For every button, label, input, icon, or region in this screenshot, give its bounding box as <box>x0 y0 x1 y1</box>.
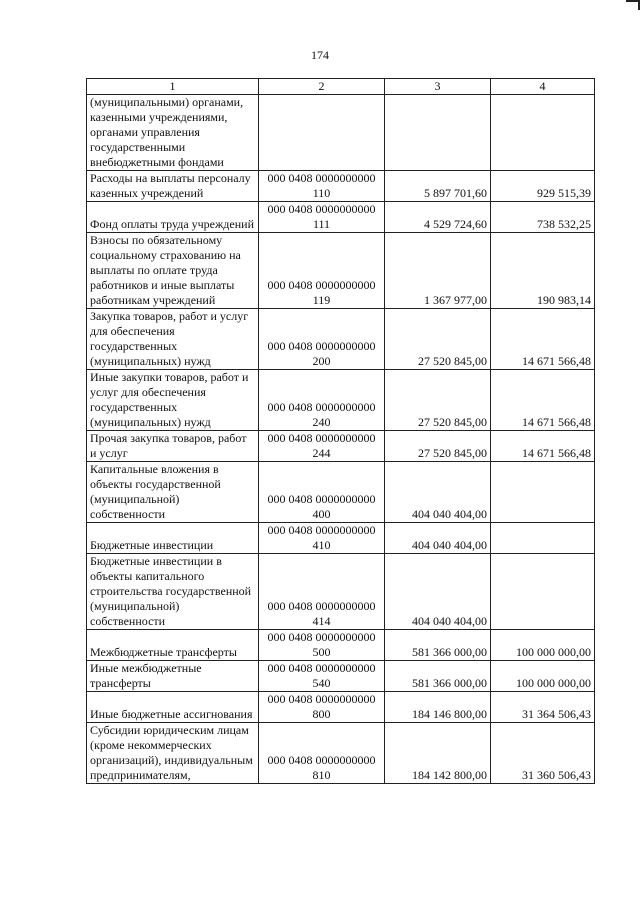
row-code-cell <box>259 692 385 723</box>
row-amount-col3: 27 520 845,00 <box>385 431 491 462</box>
page-number: 174 <box>311 48 329 62</box>
row-amount-col4: 14 671 566,48 <box>491 309 595 370</box>
row-code-cell <box>259 462 385 523</box>
row-name-cell: Иные межбюджетные трансферты <box>87 661 259 692</box>
row-name-cell: Бюджетные инвестиции <box>87 523 259 554</box>
budget-table <box>86 78 595 784</box>
table-row <box>87 661 595 692</box>
row-amount-col4 <box>491 462 595 523</box>
row-amount-col4: 14 671 566,48 <box>491 370 595 431</box>
row-name-cell: Прочая закупка товаров, работ и услуг <box>87 431 259 462</box>
row-code-cell <box>259 661 385 692</box>
row-code-cell <box>259 523 385 554</box>
column-header: 2 <box>259 79 385 95</box>
code-line-1: 000 0408 0000000000 <box>267 339 376 353</box>
row-amount-col3: 581 366 000,00 <box>385 661 491 692</box>
table-row <box>87 370 595 431</box>
column-header: 4 <box>491 79 595 95</box>
row-amount-col3: 404 040 404,00 <box>385 554 491 630</box>
row-amount-col4: 190 983,14 <box>491 233 595 309</box>
code-line-1: 000 0408 0000000000 <box>267 492 376 506</box>
row-amount-col3: 1 367 977,00 <box>385 233 491 309</box>
row-amount-col4: 31 360 506,43 <box>491 723 595 784</box>
table-row <box>87 233 595 309</box>
code-line-2: 414 <box>312 614 331 628</box>
code-line-2: 800 <box>312 707 331 721</box>
row-code-cell <box>259 171 385 202</box>
table-row <box>87 431 595 462</box>
row-amount-col3: 184 146 800,00 <box>385 692 491 723</box>
row-code-cell <box>259 723 385 784</box>
table-row <box>87 523 595 554</box>
row-amount-col3 <box>385 95 491 171</box>
code-line-2: 240 <box>312 415 331 429</box>
code-line-2: 540 <box>312 676 331 690</box>
table-header-row <box>87 79 595 95</box>
row-code-cell <box>259 202 385 233</box>
table-row <box>87 462 595 523</box>
row-name-cell: Субсидии юридическим лицам (кроме некоммерческих организаций), индивидуальным предпринимателям, <box>87 723 259 784</box>
row-name-cell: Закупка товаров, работ и услуг для обеспечения государственных (муниципальных) нужд <box>87 309 259 370</box>
row-amount-col4: 31 364 506,43 <box>491 692 595 723</box>
row-amount-col3: 4 529 724,60 <box>385 202 491 233</box>
row-amount-col3: 27 520 845,00 <box>385 370 491 431</box>
table-row <box>87 554 595 630</box>
code-line-1: 000 0408 0000000000 <box>267 431 376 445</box>
table-row <box>87 95 595 171</box>
row-amount-col3: 184 142 800,00 <box>385 723 491 784</box>
row-amount-col3: 5 897 701,60 <box>385 171 491 202</box>
row-amount-col4 <box>491 554 595 630</box>
table-row <box>87 171 595 202</box>
row-amount-col4: 929 515,39 <box>491 171 595 202</box>
row-name-cell: Иные закупки товаров, работ и услуг для обеспечения государственных (муниципальных) нужд <box>87 370 259 431</box>
code-line-2: 119 <box>312 293 331 307</box>
row-code-cell <box>259 554 385 630</box>
code-line-1: 000 0408 0000000000 <box>267 171 376 185</box>
table-row <box>87 723 595 784</box>
code-line-2: 200 <box>312 354 331 368</box>
code-line-1: 000 0408 0000000000 <box>267 202 376 216</box>
row-amount-col4: 100 000 000,00 <box>491 661 595 692</box>
row-code-cell <box>259 309 385 370</box>
column-header: 1 <box>87 79 259 95</box>
row-name-cell: Взносы по обязательному социальному страхованию на выплаты по оплате труда работников и иные выплаты работникам учреждений <box>87 233 259 309</box>
table-row <box>87 692 595 723</box>
row-name-cell: (муниципальными) органами, казенными учреждениями, органами управления государственными внебюджетными фондами <box>87 95 259 171</box>
row-amount-col4: 14 671 566,48 <box>491 431 595 462</box>
code-line-2: 110 <box>312 186 331 200</box>
table-row <box>87 202 595 233</box>
code-line-2: 500 <box>312 645 331 659</box>
code-line-2: 111 <box>312 217 331 231</box>
row-amount-col4: 100 000 000,00 <box>491 630 595 661</box>
code-line-1: 000 0408 0000000000 <box>267 661 376 675</box>
code-line-1: 000 0408 0000000000 <box>267 523 376 537</box>
table-row <box>87 309 595 370</box>
row-code-cell <box>259 233 385 309</box>
row-amount-col3: 404 040 404,00 <box>385 523 491 554</box>
row-name-cell: Расходы на выплаты персоналу казенных учреждений <box>87 171 259 202</box>
row-code-cell <box>259 95 385 171</box>
row-code-cell <box>259 630 385 661</box>
row-name-cell: Фонд оплаты труда учреждений <box>87 202 259 233</box>
code-line-2: 810 <box>312 768 331 782</box>
code-line-1: 000 0408 0000000000 <box>267 753 376 767</box>
code-line-1: 000 0408 0000000000 <box>267 630 376 644</box>
row-amount-col4 <box>491 523 595 554</box>
table-row <box>87 630 595 661</box>
row-name-cell: Бюджетные инвестиции в объекты капитального строительства государственной (муниципальной) собственности <box>87 554 259 630</box>
row-amount-col3: 404 040 404,00 <box>385 462 491 523</box>
row-amount-col3: 581 366 000,00 <box>385 630 491 661</box>
code-line-2: 400 <box>312 507 331 521</box>
row-name-cell: Межбюджетные трансферты <box>87 630 259 661</box>
row-amount-col4: 738 532,25 <box>491 202 595 233</box>
code-line-1: 000 0408 0000000000 <box>267 599 376 613</box>
row-name-cell: Капитальные вложения в объекты государственной (муниципальной) собственности <box>87 462 259 523</box>
code-line-1: 000 0408 0000000000 <box>267 692 376 706</box>
code-line-1: 000 0408 0000000000 <box>267 278 376 292</box>
code-line-2: 244 <box>312 446 331 460</box>
column-header: 3 <box>385 79 491 95</box>
row-amount-col4 <box>491 95 595 171</box>
corner-mark <box>626 0 640 10</box>
row-amount-col3: 27 520 845,00 <box>385 309 491 370</box>
row-name-cell: Иные бюджетные ассигнования <box>87 692 259 723</box>
row-code-cell <box>259 370 385 431</box>
row-code-cell <box>259 431 385 462</box>
code-line-1: 000 0408 0000000000 <box>267 400 376 414</box>
code-line-2: 410 <box>312 538 331 552</box>
